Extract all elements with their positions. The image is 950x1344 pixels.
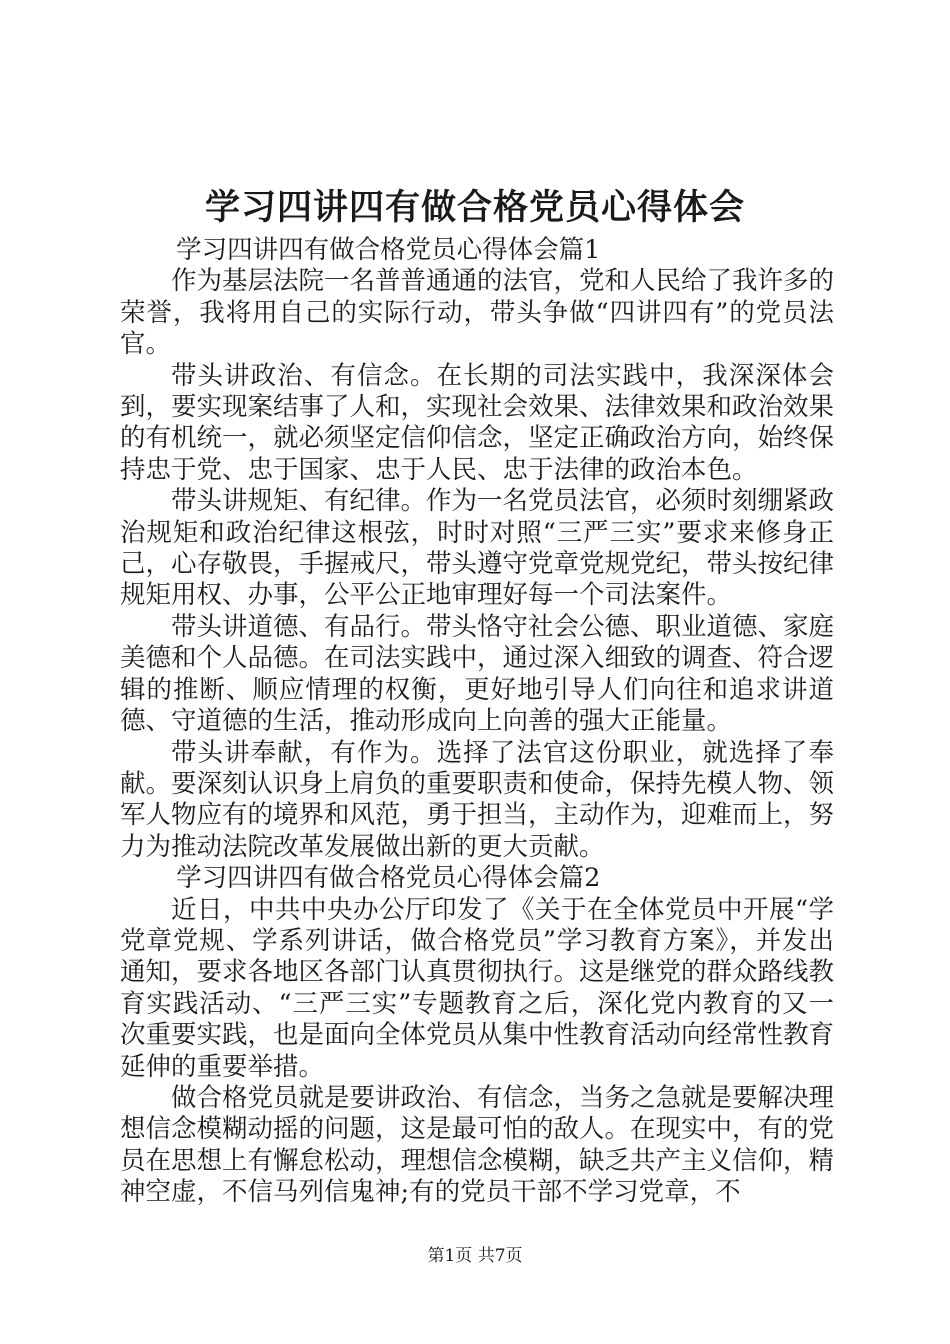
paragraph: 作为基层法院一名普普通通的法官，党和人民给了我许多的荣誉，我将用自己的实际行动，带头争做“四讲四有”的党员法官。: [120, 266, 835, 360]
page-footer-indicator: 第1页 共7页: [427, 1246, 523, 1266]
paragraph: 带头讲道德、有品行。带头恪守社会公德、职业道德、家庭美德和个人品德。在司法实践中，通过深入细致的调查、符合逻辑的推断、顺应情理的权衡，更好地引导人们向往和追求讲道德、守道德的生活，推动形成向上向善的强大正能量。: [120, 611, 835, 737]
document-title: 学习四讲四有做合格党员心得体会: [204, 187, 745, 228]
paragraph: 做合格党员就是要讲政治、有信念，当务之急就是要解决理想信念模糊动摇的问题，这是最可怕的敌人。在现实中，有的党员在思想上有懈怠松动，理想信念模糊，缺乏共产主义信仰，精神空虚，不信马列信鬼神;有的党员干部不学习党章，不: [120, 1082, 835, 1208]
document-body: [120, 235, 834, 1209]
section-heading-1: 学习四讲四有做合格党员心得体会篇1: [176, 235, 601, 265]
section-heading-2: 学习四讲四有做合格党员心得体会篇2: [176, 863, 601, 894]
paragraph: 带头讲奉献，有作为。选择了法官这份职业，就选择了奉献。要深刻认识身上肩负的重要职责和使命，保持先模人物、领军人物应有的境界和风范，勇于担当，主动作为，迎难而上，努力为推动法院改革发展做出新的更大贡献。: [120, 737, 835, 862]
paragraph: 带头讲规矩、有纪律。作为一名党员法官，必须时刻绷紧政治规矩和政治纪律这根弦，时时对照“三严三实”要求来修身正己，心存敬畏，手握戒尺，带头遵守党章党规党纪，带头按纪律规矩用权、办事，公平公正地审理好每一个司法案件。: [120, 486, 835, 611]
paragraph: 近日，中共中央办公厅印发了《关于在全体党员中开展“学党章党规、学系列讲话，做合格党员”学习教育方案》，并发出通知，要求各地区各部门认真贯彻执行。这是继党的群众路线教育实践活动、“三严三实”专题教育之后，深化党内教育的又一次重要实践，也是面向全体党员从集中性教育活动向经常性教育延伸的重要举措。: [120, 894, 835, 1082]
paragraph: 带头讲政治、有信念。在长期的司法实践中，我深深体会到，要实现案结事了人和，实现社会效果、法律效果和政治效果的有机统一，就必须坚定信仰信念，坚定正确政治方向，始终保持忠于党、忠于国家、忠于人民、忠于法律的政治本色。: [120, 360, 835, 485]
